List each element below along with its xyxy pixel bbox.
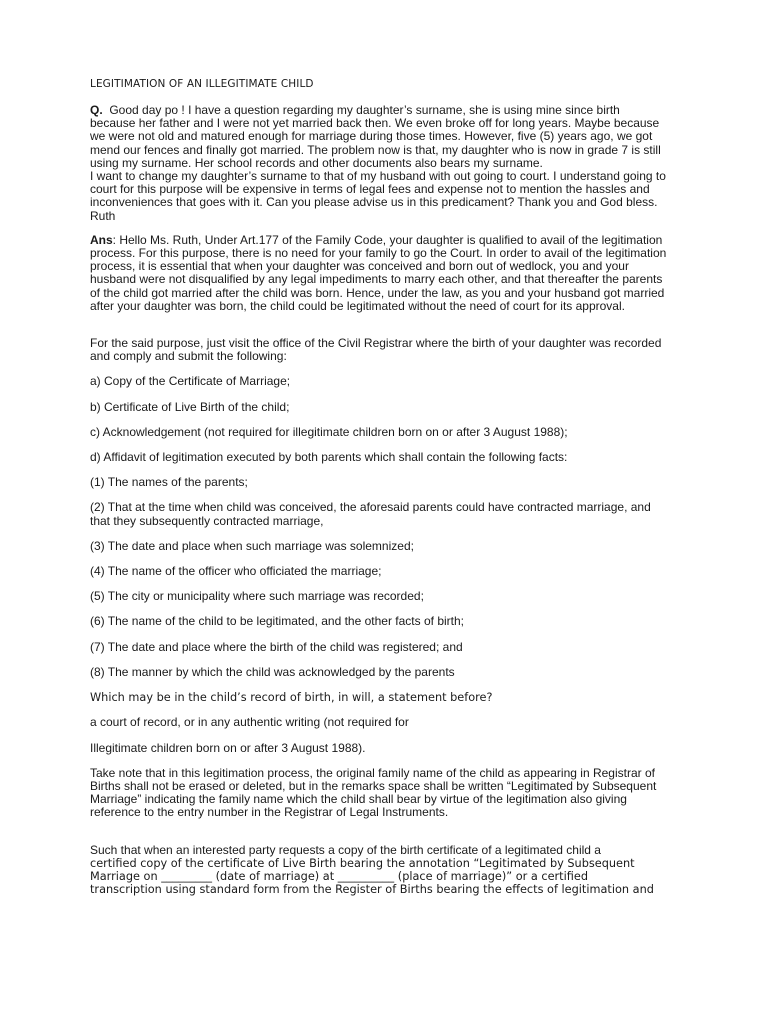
- final-line-3: Marriage on _________ (date of marriage) at __________ (place of marriage)” or a certified: [90, 869, 588, 883]
- answer-text: : Hello Ms. Ruth, Under Art.177 of the Family Code, your daughter is qualified to avail of the legitimation process. For this purpose, there is no need for your family to go the Court. In order to avail of the legitimation process, it is essential that when your daughter was conceived and born out of wedlock, you and your husband were not disqualified by any legal impediments to marry each other, and that thereafter the parents of the child got married after the child was born. Hence, under the law, as you and your husband got married after your daughter was born, the child could be legitimated without the need of court for its approval.: [90, 232, 667, 313]
- answer-label: Ans: [90, 232, 113, 247]
- list-item: (7) The date and place where the birth of the child was registered; and: [90, 639, 463, 654]
- list-item: a) Copy of the Certificate of Marriage;: [90, 374, 291, 389]
- record-question: Which may be in the child’s record of birth, in will, a statement before?: [90, 691, 493, 705]
- list-item: (6) The name of the child to be legitimated, and the other facts of birth;: [90, 614, 464, 629]
- intro-paragraph: For the said purpose, just visit the office of the Civil Registrar where the birth of your daughter was recorded and comply and submit the following:: [90, 336, 662, 364]
- list-item: (4) The name of the officer who officiated the marriage;: [90, 564, 382, 579]
- take-note-paragraph: Take note that in this legitimation process, the original family name of the child as appearing in Registrar of Births shall not be erased or deleted, but in the remarks space shall be written “Legitimated by Subsequent Marriage” indicating the family name which the child shall bear by virtue of the legitimation also giving reference to the entry number in the Registrar of Legal Instruments.: [90, 765, 657, 820]
- question-text: Good day po ! I have a question regarding my daughter’s surname, she is using mine since birth because her father and I were not yet married back then. We even broke off for long years. Maybe because we were not old and matured enough for marriage during those times. However, five (5) years ago, we got mend our fences and finally got married. The problem now is that, my daughter who is now in grade 7 is still using my surname. Her school records and other documents also bears my surname.: [90, 103, 661, 170]
- question-label: Q.: [90, 103, 103, 117]
- document-title: LEGITIMATION OF AN ILLEGITIMATE CHILD: [90, 78, 314, 90]
- list-item: (5) The city or municipality where such marriage was recorded;: [90, 589, 424, 604]
- list-item: (3) The date and place when such marriage was solemnized;: [90, 538, 414, 553]
- question-paragraph: [90, 104, 668, 170]
- final-line-4: transcription using standard form from the Register of Births bearing the effects of legitimation and: [90, 883, 654, 897]
- requirements-list: [90, 375, 668, 679]
- final-paragraph: [90, 844, 668, 897]
- list-item: (2) That at the time when child was conceived, the aforesaid parents could have contracted marriage, and that they subsequently contracted marriage,: [90, 500, 651, 528]
- court-record-line: a court of record, or in any authentic writing (not required for: [90, 715, 409, 730]
- list-item: c) Acknowledgement (not required for illegitimate children born on or after 3 August 1988);: [90, 424, 568, 439]
- list-item: d) Affidavit of legitimation executed by both parents which shall contain the following facts:: [90, 450, 568, 465]
- list-item: b) Certificate of Live Birth of the child;: [90, 399, 290, 414]
- list-item: (8) The manner by which the child was acknowledged by the parents: [90, 664, 455, 679]
- answer-paragraph: [90, 234, 668, 313]
- list-item: (1) The names of the parents;: [90, 475, 248, 490]
- final-line-2: certified copy of the certificate of Live Birth bearing the annotation “Legitimated by Subsequent: [90, 856, 635, 870]
- final-line-1: Such that when an interested party requests a copy of the birth certificate of a legitimated child a: [90, 842, 601, 857]
- question-paragraph-2: I want to change my daughter’s surname to that of my husband with out going to court. I understand going to court for this purpose will be expensive in terms of legal fees and expense not to mention the hassles and inconveniences that goes with it. Can you please advise us in this predicament? Thank you and God bless. Ruth: [90, 169, 666, 223]
- illegitimate-note: Illegitimate children born on or after 3 August 1988).: [90, 740, 366, 755]
